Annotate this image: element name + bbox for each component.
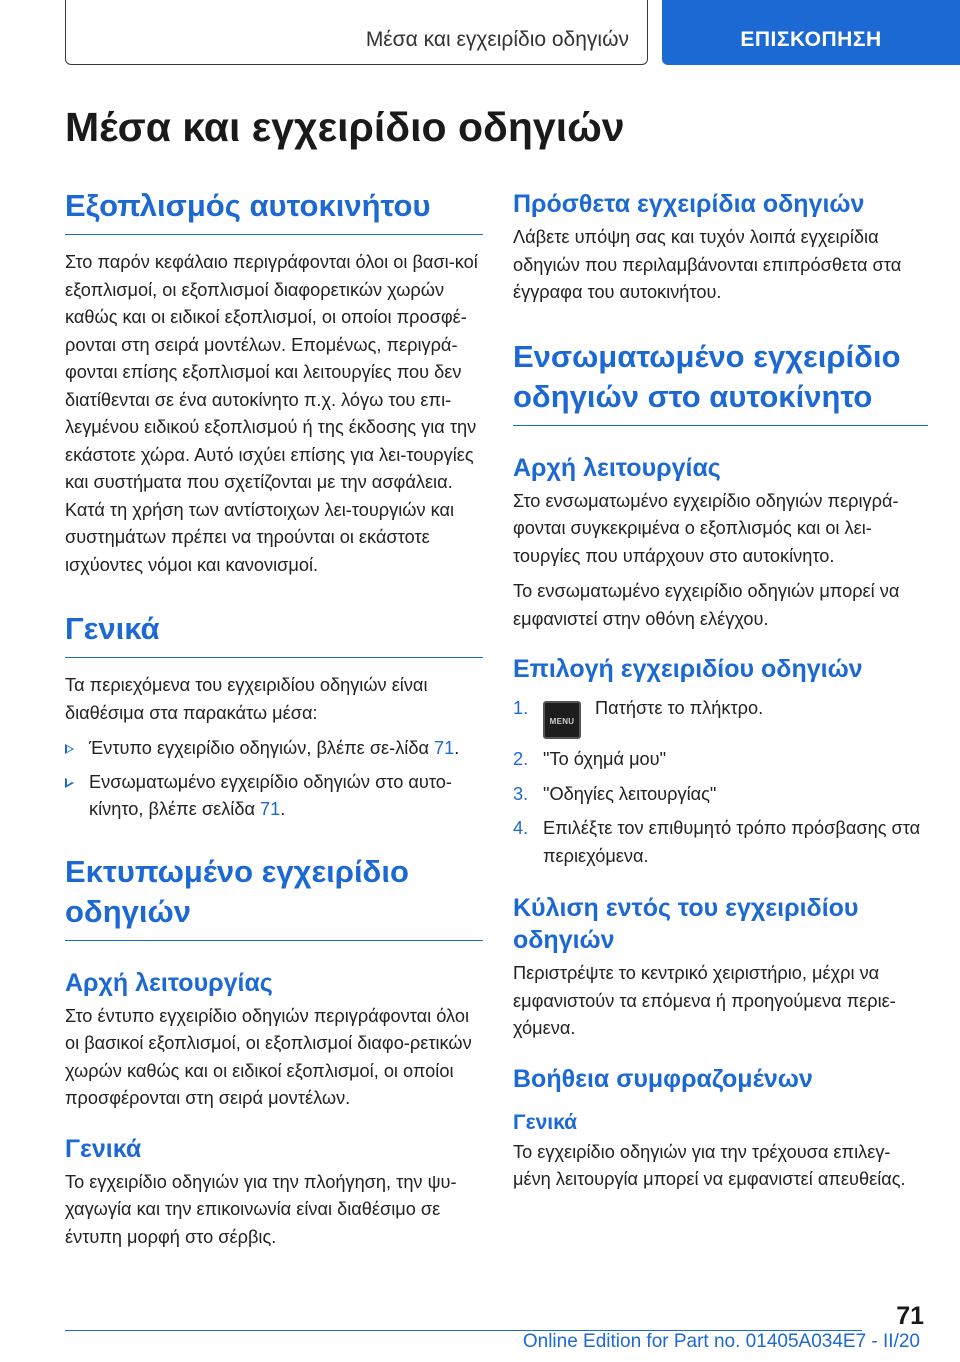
equipment-text: Στο παρόν κεφάλαιο περιγράφονται όλοι οι βασι-κοί εξοπλισμοί, οι εξοπλισμοί διαφορετικών χωρών καθώς και οι ειδικοί εξοπλισμοί, οι οποίοι προσφέ-ρονται στη σειρά μοντέλων. Επομένως, περιγρά-φονται επίσης εξοπλισμοί και λειτουργίες που δεν διατίθενται σε ένα αυτοκίνητο π.χ. λόγω του επι-λεγμένου ειδικού εξοπλισμού ή της έκδοσης για την εκάστοτε χώρα. Αυτό ισχύει επίσης για λει-τουργίες και συστήματα που σχετίζονται με την ασφάλεια. Κατά τη χρήση των αντίστοιχων λει-τουργιών και συστημάτων πρέπει να τηρούνται οι εκάστοτε ισχύοντες νόμοι και κανονισμοί. xyxy=(65,252,478,575)
context-text: Το εγχειρίδιο οδηγιών για την τρέχουσα επιλεγ-μένη λειτουργία μπορεί να εμφανιστεί απευθείας. xyxy=(513,1141,906,1189)
context-help-heading: Βοήθεια συμφραζομένων xyxy=(513,1064,813,1093)
page-link[interactable]: 71 xyxy=(434,738,455,758)
right-column xyxy=(513,188,928,1202)
additional-text: Λάβετε υπόψη σας και τυχόν λοιπά εγχειρίδια οδηγιών που περιλαμβάνονται επιπρόσθετα στα έγγραφα του αυτοκινήτου. xyxy=(513,227,902,302)
header-tab-overview[interactable] xyxy=(662,0,960,65)
menu-button-icon: MENU xyxy=(543,701,581,739)
media-list xyxy=(65,735,483,824)
footer-edition: Online Edition for Part no. 01405A034E7 - II/20 xyxy=(522,1331,920,1352)
header-section-title: Μέσα και εγχειρίδιο οδηγιών xyxy=(365,28,629,51)
scroll-heading: Κύλιση εντός του εγχειριδίου οδηγιών xyxy=(513,894,859,954)
step-item: 4. Επιλέξτε τον επιθυμητό τρόπο πρόσβασης στα περιεχόμενα. xyxy=(513,818,921,866)
header-section-box xyxy=(65,0,648,65)
integrated-principle-heading: Αρχή λειτουργίας xyxy=(513,453,721,482)
header-tab-label: ΕΠΙΣΚΟΠΗΣΗ xyxy=(740,28,882,51)
left-column xyxy=(65,186,483,1259)
general-heading: Γενικά xyxy=(65,609,483,658)
select-manual-heading: Επιλογή εγχειριδίου οδηγιών xyxy=(513,655,863,683)
principle-heading: Αρχή λειτουργίας xyxy=(65,968,273,997)
page-title: Μέσα και εγχειρίδιο οδηγιών xyxy=(65,104,625,150)
principle-text: Στο έντυπο εγχειρίδιο οδηγιών περιγράφονται όλοι οι βασικοί εξοπλισμοί, οι εξοπλισμοί διαφο-ρετικών χωρών καθώς και οι ειδικοί εξοπλισμοί, οι οποίοι προσφέρονται στη σειρά μοντέλων. xyxy=(65,1005,472,1108)
general2-text: Το εγχειρίδιο οδηγιών για την πλοήγηση, την ψυ-χαγωγία και την επικοινωνία είναι διαθέσιμο σε έντυπη μορφή στο σέρβις. xyxy=(65,1171,457,1247)
step-item: 3. "Οδηγίες λειτουργίας" xyxy=(513,783,717,804)
select-steps xyxy=(513,695,928,870)
general2-heading: Γενικά xyxy=(65,1134,142,1163)
step-item: 1. MENUΠατήστε το πλήκτρο. xyxy=(513,695,928,739)
equipment-heading: Εξοπλισμός αυτοκινήτου xyxy=(65,186,483,235)
integrated-principle-text1: Στο ενσωματωμένο εγχειρίδιο οδηγιών περιγρά-φονται συγκεκριμένα ο εξοπλισμός και οι λει-τουργίες που υπάρχουν στο αυτοκίνητο. xyxy=(513,490,899,566)
integrated-principle-text2: Το ενσωματωμένο εγχειρίδιο οδηγιών μπορεί να εμφανιστεί στην οθόνη ελέγχου. xyxy=(513,581,900,629)
scroll-text: Περιστρέψτε το κεντρικό χειριστήριο, μέχρι να εμφανιστούν τα επόμενα ή προηγούμενα περιε-χόμενα. xyxy=(513,963,896,1038)
page-link[interactable]: 71 xyxy=(260,799,281,819)
printed-manual-heading: Εκτυπωμένο εγχειρίδιο οδηγιών xyxy=(65,852,483,941)
list-item: Έντυπο εγχειρίδιο οδηγιών, βλέπε σε-λίδα 71. xyxy=(65,735,483,763)
step-item: 2. "Το όχημά μου" xyxy=(513,749,667,769)
integrated-manual-heading: Ενσωματωμένο εγχειρίδιο οδηγιών στο αυτοκίνητο xyxy=(513,337,928,426)
list-item: Ενσωματωμένο εγχειρίδιο οδηγιών στο αυτο-κίνητο, βλέπε σελίδα 71. xyxy=(65,769,483,824)
additional-heading: Πρόσθετα εγχειρίδια οδηγιών xyxy=(513,190,865,218)
context-general-heading: Γενικά xyxy=(513,1110,578,1134)
triangle-bullet-icon xyxy=(65,778,74,788)
page-number: 71 xyxy=(896,1302,924,1330)
triangle-bullet-icon xyxy=(65,744,74,754)
general-intro: Τα περιεχόμενα του εγχειριδίου οδηγιών είναι διαθέσιμα στα παρακάτω μέσα: xyxy=(65,675,428,723)
